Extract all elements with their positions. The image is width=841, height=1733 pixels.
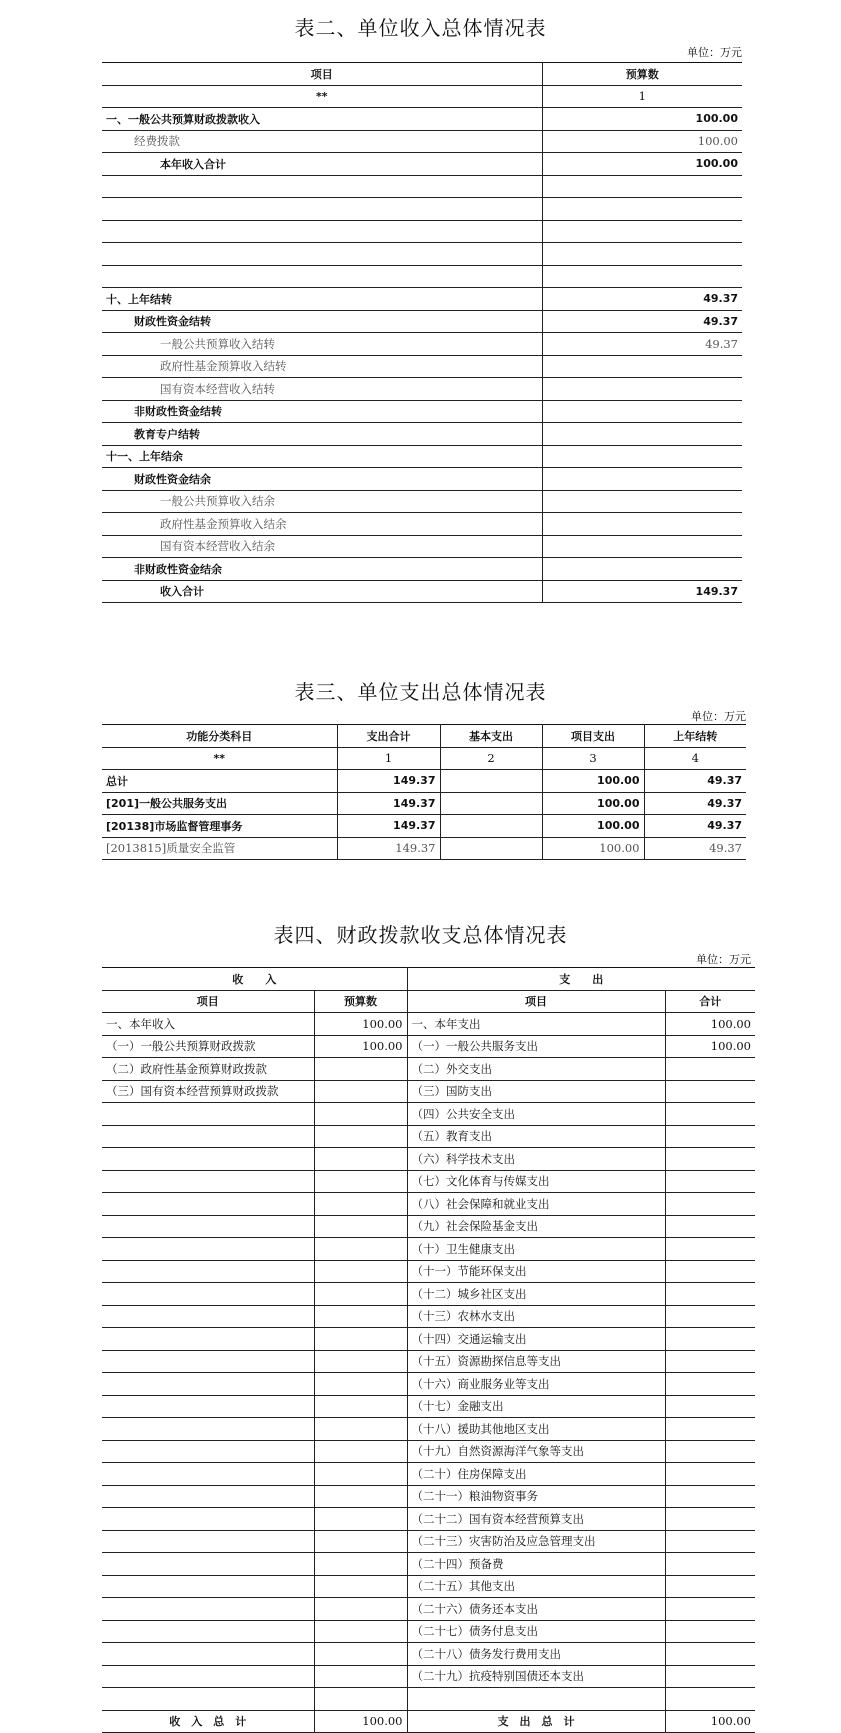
table-row [102, 1350, 755, 1373]
table-row [102, 1598, 755, 1621]
table4-income-value [314, 1283, 407, 1306]
table3-cell: 149.37 [337, 792, 440, 815]
table4-total-expense: 100.00 [665, 1710, 755, 1733]
table4-income-item [102, 1260, 314, 1283]
table4-expense-value [665, 1215, 755, 1238]
table4-header-expense-total: 合计 [665, 990, 755, 1013]
table3-header-project: 项目支出 [542, 725, 644, 748]
table4-income-item: （三）国有资本经营预算财政拨款 [102, 1080, 314, 1103]
table4-income-item [102, 1553, 314, 1576]
table4-sub-header-row [102, 990, 755, 1013]
table4-expense-value [665, 1125, 755, 1148]
table4-income-head: 收 入 [102, 968, 407, 991]
table4-header-income-budget: 预算数 [314, 990, 407, 1013]
table2-row-label: 一般公共预算收入结余 [102, 490, 542, 513]
table3-cell: 49.37 [644, 837, 746, 860]
table4-expense-value [665, 1418, 755, 1441]
table3-cell: 49.37 [644, 770, 746, 793]
table4-expense-value [665, 1260, 755, 1283]
table2-row-label: 一般公共预算收入结转 [102, 333, 542, 356]
table4-expense-item: （六）科学技术支出 [407, 1148, 665, 1171]
table-row [102, 1170, 755, 1193]
table-row [102, 378, 742, 401]
table4-income-value [314, 1328, 407, 1351]
table2-header-row [102, 63, 742, 86]
table-row [102, 1080, 755, 1103]
table-row [102, 1575, 755, 1598]
table4-expense-value [665, 1440, 755, 1463]
table4-expense-item: （二十三）灾害防治及应急管理支出 [407, 1530, 665, 1553]
table-row [102, 535, 742, 558]
table4-expense-item: （十八）援助其他地区支出 [407, 1418, 665, 1441]
table4-expense-value [665, 1058, 755, 1081]
table-row [102, 770, 746, 793]
table4-expense-value [665, 1688, 755, 1711]
table2-row-label: 十、上年结转 [102, 288, 542, 311]
table2-row-value [542, 265, 742, 288]
table2-row-value [542, 243, 742, 266]
table2-row-value [542, 513, 742, 536]
table2-header-item: 项目 [102, 63, 542, 86]
table3-cell: 49.37 [644, 815, 746, 838]
table2-row-label: 收入合计 [102, 580, 542, 603]
table2-row-value [542, 535, 742, 558]
table-row [102, 1305, 755, 1328]
table4-income-item [102, 1598, 314, 1621]
table4-expense-item: （二十八）债务发行费用支出 [407, 1643, 665, 1666]
table3-cell: 总计 [102, 770, 337, 793]
table4-expense-value [665, 1283, 755, 1306]
table4-total-income-label: 收 入 总 计 [102, 1710, 314, 1733]
table-row [102, 1125, 755, 1148]
table4-income-item [102, 1238, 314, 1261]
table3-cell: 149.37 [337, 837, 440, 860]
table4-expense-item: （十一）节能环保支出 [407, 1260, 665, 1283]
table4-expense-value [665, 1350, 755, 1373]
table2-row-value [542, 220, 742, 243]
table-row [102, 243, 742, 266]
table4-income-item [102, 1305, 314, 1328]
table4-income-item [102, 1485, 314, 1508]
table4-expense-item [407, 1688, 665, 1711]
table4-expense-value: 100.00 [665, 1035, 755, 1058]
table4-income-item [102, 1373, 314, 1396]
table4-expense-value [665, 1080, 755, 1103]
table3-header-subject: 功能分类科目 [102, 725, 337, 748]
table3-colnum-0: ** [102, 747, 337, 770]
table4-expense-value [665, 1643, 755, 1666]
table4-income-value [314, 1103, 407, 1126]
table4-expense-item: （二十四）预备费 [407, 1553, 665, 1576]
table4-expense-value [665, 1620, 755, 1643]
table2-row-label [102, 243, 542, 266]
table2-row-value: 49.37 [542, 288, 742, 311]
table4-expense-value [665, 1328, 755, 1351]
table3-colnum-1: 1 [337, 747, 440, 770]
table-row [102, 1373, 755, 1396]
table4-income-value [314, 1463, 407, 1486]
table-row [102, 468, 742, 491]
table4-expense-item: （七）文化体育与传媒支出 [407, 1170, 665, 1193]
table4-income-item [102, 1575, 314, 1598]
table4-income-item: （一）一般公共预算财政拨款 [102, 1035, 314, 1058]
table4-income-value [314, 1440, 407, 1463]
table4-income-item [102, 1418, 314, 1441]
table4-income-value: 100.00 [314, 1035, 407, 1058]
table2-row-label [102, 198, 542, 221]
table4-expense-value [665, 1395, 755, 1418]
table4-income-value [314, 1148, 407, 1171]
table-row [102, 153, 742, 176]
table4-income-value [314, 1238, 407, 1261]
table4-expense-value: 100.00 [665, 1013, 755, 1036]
table-row [102, 1508, 755, 1531]
table-row [102, 445, 742, 468]
table3-cell: 149.37 [337, 770, 440, 793]
table4-expense-item: （十四）交通运输支出 [407, 1328, 665, 1351]
table2-row-value: 49.37 [542, 310, 742, 333]
table4-income-item [102, 1440, 314, 1463]
table2-row-value [542, 445, 742, 468]
table-row [102, 1395, 755, 1418]
table4-expense-item: （二十）住房保障支出 [407, 1463, 665, 1486]
table2-row-label: 教育专户结转 [102, 423, 542, 446]
table2-row-label: 经费拨款 [102, 130, 542, 153]
table-row [102, 815, 746, 838]
table4-income-value [314, 1643, 407, 1666]
table-row [102, 1193, 755, 1216]
table4-header-expense-item: 项目 [407, 990, 665, 1013]
table4-expense-value [665, 1553, 755, 1576]
table2-row-value: 49.37 [542, 333, 742, 356]
table-row [102, 1620, 755, 1643]
table3-unit: 单位：万元 [691, 710, 746, 723]
table-row [102, 108, 742, 131]
table4-income-item [102, 1193, 314, 1216]
table-row [102, 310, 742, 333]
table4-income-value [314, 1193, 407, 1216]
table2 [102, 62, 742, 603]
table3-cell [440, 770, 542, 793]
table4-expense-item: （八）社会保障和就业支出 [407, 1193, 665, 1216]
table4-income-value [314, 1080, 407, 1103]
table4-expense-item: （二十一）粮油物资事务 [407, 1485, 665, 1508]
table-row [102, 1463, 755, 1486]
table-row [102, 400, 742, 423]
table3-header-basic: 基本支出 [440, 725, 542, 748]
table2-header-budget: 预算数 [542, 63, 742, 86]
table-row [102, 423, 742, 446]
table2-row-label: 财政性资金结余 [102, 468, 542, 491]
table3-cell [440, 792, 542, 815]
table4-unit: 单位：万元 [696, 953, 751, 966]
table4-income-value [314, 1305, 407, 1328]
table4-expense-item: （二十九）抗疫特别国债还本支出 [407, 1665, 665, 1688]
table4-income-value [314, 1125, 407, 1148]
table4-expense-value [665, 1170, 755, 1193]
table2-row-label: 政府性基金预算收入结余 [102, 513, 542, 536]
table3-cell: 100.00 [542, 770, 644, 793]
table4-expense-value [665, 1148, 755, 1171]
table4-expense-item: （十）卫生健康支出 [407, 1238, 665, 1261]
table4-income-value [314, 1688, 407, 1711]
table4-total-row [102, 1710, 755, 1733]
table3-cell: 100.00 [542, 792, 644, 815]
table4-expense-item: （二十六）债务还本支出 [407, 1598, 665, 1621]
table-row [102, 1013, 755, 1036]
table3-colnum-2: 2 [440, 747, 542, 770]
table2-row-label: 财政性资金结转 [102, 310, 542, 333]
table2-row-label [102, 220, 542, 243]
table4-income-value [314, 1350, 407, 1373]
table3-colnum-row [102, 747, 746, 770]
table4-expense-value [665, 1193, 755, 1216]
table3-colnum-4: 4 [644, 747, 746, 770]
table2-row-value: 100.00 [542, 108, 742, 131]
table3-cell: [2013815]质量安全监管 [102, 837, 337, 860]
table-row [102, 1440, 755, 1463]
table4-income-value [314, 1620, 407, 1643]
table-row [102, 355, 742, 378]
table-row [102, 288, 742, 311]
table-row [102, 1328, 755, 1351]
table2-row-value [542, 198, 742, 221]
table4-expense-value [665, 1463, 755, 1486]
table-row [102, 1148, 755, 1171]
table-row [102, 1215, 755, 1238]
table3-cell: [201]一般公共服务支出 [102, 792, 337, 815]
table2-row-label [102, 175, 542, 198]
table4-income-item [102, 1463, 314, 1486]
table3-cell: [20138]市场监督管理事务 [102, 815, 337, 838]
table4-income-item: 一、本年收入 [102, 1013, 314, 1036]
table2-title: 表二、单位收入总体情况表 [294, 16, 547, 40]
table4-total-expense-label: 支 出 总 计 [407, 1710, 665, 1733]
table-row [102, 513, 742, 536]
table3-title: 表三、单位支出总体情况表 [294, 680, 547, 704]
table-row [102, 1035, 755, 1058]
table4-header-income-item: 项目 [102, 990, 314, 1013]
table4-income-value [314, 1598, 407, 1621]
table3-cell [440, 815, 542, 838]
table4-expense-value [665, 1373, 755, 1396]
table4-expense-item: （十二）城乡社区支出 [407, 1283, 665, 1306]
table-row [102, 1103, 755, 1126]
table4-income-item [102, 1148, 314, 1171]
table4-expense-value [665, 1305, 755, 1328]
table2-row-value: 149.37 [542, 580, 742, 603]
table-row [102, 1418, 755, 1441]
table2-row-value [542, 378, 742, 401]
table3-header-carryover: 上年结转 [644, 725, 746, 748]
table4-income-value [314, 1553, 407, 1576]
table-row [102, 1485, 755, 1508]
table4-expense-item: （十五）资源勘探信息等支出 [407, 1350, 665, 1373]
table-row [102, 333, 742, 356]
table2-row-value [542, 175, 742, 198]
table4 [102, 967, 755, 1733]
table4-expense-item: （九）社会保险基金支出 [407, 1215, 665, 1238]
table4-income-value [314, 1395, 407, 1418]
table3 [102, 724, 746, 860]
table2-row-value [542, 423, 742, 446]
table4-expense-item: （一）一般公共服务支出 [407, 1035, 665, 1058]
table4-expense-value [665, 1508, 755, 1531]
table2-row-value [542, 490, 742, 513]
table-row [102, 175, 742, 198]
table4-expense-item: （十九）自然资源海洋气象等支出 [407, 1440, 665, 1463]
table-row [102, 1238, 755, 1261]
table-row [102, 792, 746, 815]
table2-row-label: 非财政性资金结转 [102, 400, 542, 423]
table-row [102, 1688, 755, 1711]
table-row [102, 1643, 755, 1666]
table4-expense-item: （三）国防支出 [407, 1080, 665, 1103]
table4-title: 表四、财政拨款收支总体情况表 [273, 923, 568, 947]
table-row [102, 490, 742, 513]
table4-income-value: 100.00 [314, 1013, 407, 1036]
table4-expense-item: 一、本年支出 [407, 1013, 665, 1036]
table4-income-value [314, 1215, 407, 1238]
table4-income-value [314, 1058, 407, 1081]
table2-stars: ** [102, 85, 542, 108]
table3-cell: 149.37 [337, 815, 440, 838]
table-row [102, 1665, 755, 1688]
table2-row-label: 国有资本经营收入结转 [102, 378, 542, 401]
table2-row-label: 一、一般公共预算财政拨款收入 [102, 108, 542, 131]
table-row [102, 1530, 755, 1553]
table-row [102, 198, 742, 221]
table-row [102, 837, 746, 860]
table4-total-income: 100.00 [314, 1710, 407, 1733]
table4-income-item [102, 1620, 314, 1643]
table-row [102, 265, 742, 288]
table2-colnum: 1 [542, 85, 742, 108]
table4-income-item [102, 1170, 314, 1193]
table-row [102, 1553, 755, 1576]
table-row [102, 1260, 755, 1283]
table4-income-item [102, 1688, 314, 1711]
table-row [102, 130, 742, 153]
table3-header-total: 支出合计 [337, 725, 440, 748]
table4-income-value [314, 1260, 407, 1283]
table4-expense-item: （十六）商业服务业等支出 [407, 1373, 665, 1396]
table4-expense-item: （十七）金融支出 [407, 1395, 665, 1418]
table4-income-value [314, 1575, 407, 1598]
table4-expense-value [665, 1665, 755, 1688]
table2-row-label: 十一、上年结余 [102, 445, 542, 468]
table4-income-item [102, 1350, 314, 1373]
table4-income-item [102, 1328, 314, 1351]
table4-expense-value [665, 1575, 755, 1598]
table4-income-value [314, 1418, 407, 1441]
table4-income-item [102, 1283, 314, 1306]
table4-income-value [314, 1508, 407, 1531]
table4-income-item [102, 1508, 314, 1531]
table4-income-value [314, 1485, 407, 1508]
table2-colnum-row [102, 85, 742, 108]
table2-row-value [542, 400, 742, 423]
table4-income-item [102, 1215, 314, 1238]
table2-row-label: 国有资本经营收入结余 [102, 535, 542, 558]
table3-header-row [102, 725, 746, 748]
table3-cell: 49.37 [644, 792, 746, 815]
table3-cell: 100.00 [542, 837, 644, 860]
table3-cell: 100.00 [542, 815, 644, 838]
table4-group-header-row [102, 968, 755, 991]
table2-row-value: 100.00 [542, 130, 742, 153]
table-row [102, 580, 742, 603]
table4-income-value [314, 1170, 407, 1193]
table2-unit: 单位：万元 [687, 46, 742, 59]
table4-income-item [102, 1643, 314, 1666]
table4-income-value [314, 1530, 407, 1553]
table2-row-label: 政府性基金预算收入结转 [102, 355, 542, 378]
table4-expense-item: （二十七）债务付息支出 [407, 1620, 665, 1643]
table4-expense-item: （二十二）国有资本经营预算支出 [407, 1508, 665, 1531]
table-row [102, 1058, 755, 1081]
table4-expense-value [665, 1530, 755, 1553]
table4-expense-item: （十三）农林水支出 [407, 1305, 665, 1328]
table4-expense-head: 支 出 [407, 968, 755, 991]
table4-income-item: （二）政府性基金预算财政拨款 [102, 1058, 314, 1081]
table4-expense-item: （四）公共安全支出 [407, 1103, 665, 1126]
table4-income-value [314, 1373, 407, 1396]
table4-expense-value [665, 1485, 755, 1508]
table4-expense-value [665, 1238, 755, 1261]
table2-row-value [542, 355, 742, 378]
table-row [102, 220, 742, 243]
table4-expense-item: （二）外交支出 [407, 1058, 665, 1081]
table4-income-item [102, 1665, 314, 1688]
table2-row-value [542, 558, 742, 581]
table4-income-item [102, 1125, 314, 1148]
table2-row-label [102, 265, 542, 288]
table4-expense-item: （二十五）其他支出 [407, 1575, 665, 1598]
table2-row-label: 本年收入合计 [102, 153, 542, 176]
table2-row-label: 非财政性资金结余 [102, 558, 542, 581]
table2-row-value: 100.00 [542, 153, 742, 176]
table4-income-item [102, 1103, 314, 1126]
table4-income-value [314, 1665, 407, 1688]
table4-income-item [102, 1395, 314, 1418]
table-row [102, 558, 742, 581]
table4-expense-value [665, 1103, 755, 1126]
table4-expense-item: （五）教育支出 [407, 1125, 665, 1148]
table3-colnum-3: 3 [542, 747, 644, 770]
table4-income-item [102, 1530, 314, 1553]
table3-cell [440, 837, 542, 860]
table4-expense-value [665, 1598, 755, 1621]
table-row [102, 1283, 755, 1306]
table2-row-value [542, 468, 742, 491]
